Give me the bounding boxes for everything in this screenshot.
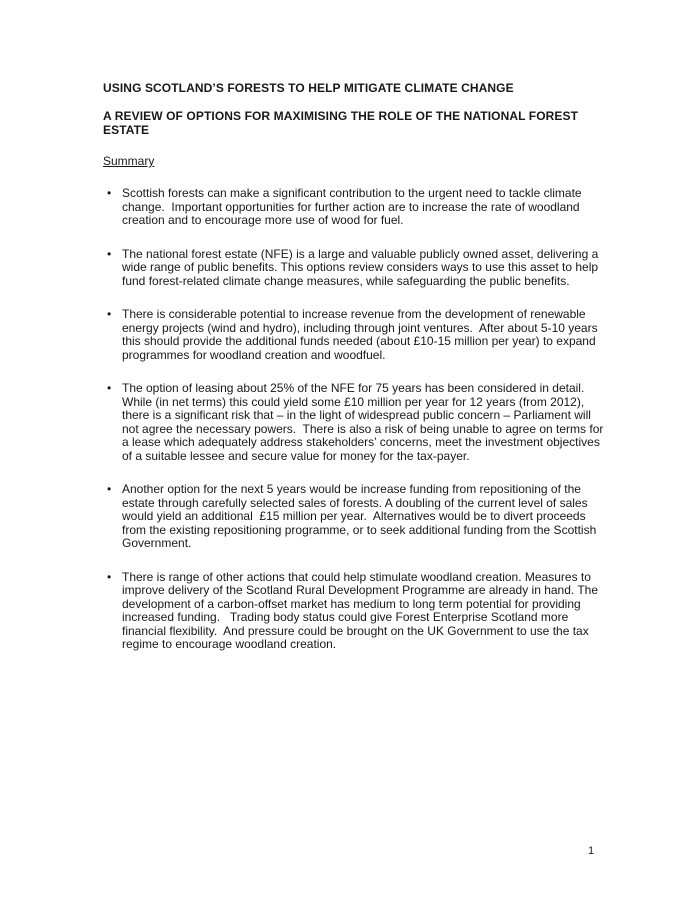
bullet-text: There is range of other actions that could help stimulate woodland creation. Measures to improve delivery of the Scotland Rural Development Programme are already in hand. The development of a carbon-offset market has medium to long term potential for providing increased funding. Trading body status could give Forest Enterprise Scotland more financial flexibility. And pressure could be brought on the UK Government to use the tax regime to encourage woodland creation. [122, 569, 602, 651]
bullet-item-3 [103, 308, 604, 362]
document-title: USING SCOTLAND’S FORESTS TO HELP MITIGATE CLIMATE CHANGE [103, 81, 514, 95]
bullet-text: The national forest estate (NFE) is a large and valuable publicly owned asset, delivering a wide range of public benefits. This options review considers ways to use this asset to help fund forest-related climate change measures, while safeguarding the public benefits. [122, 246, 602, 288]
page-number: 1 [588, 845, 595, 857]
bullet-icon: • [107, 381, 112, 395]
bullet-item-2 [103, 248, 604, 289]
document-subtitle: A REVIEW OF OPTIONS FOR MAXIMISING THE ROLE OF THE NATIONAL FOREST ESTATE [103, 109, 579, 137]
bullet-icon: • [107, 246, 112, 261]
bullet-item-6 [103, 571, 604, 652]
bullet-item-1 [103, 187, 604, 228]
bullet-text: The option of leasing about 25% of the NFE for 75 years has been considered in detail. While (in net terms) this could yield some £10 million per year for 12 years (from 2012), there is a significant risk that – in the light of widespread public concern – Parliament will not agree the necessary powers. There is also a risk of being unable to agree on terms for a lease which adequately address stakeholders’ concerns, meet the investment objectives of a suitable lessee and secure value for money for the tax-payer. [122, 381, 607, 463]
document-content [103, 81, 607, 672]
section-heading-summary: Summary [103, 154, 155, 168]
bullet-icon: • [107, 569, 112, 584]
bullet-icon: • [107, 482, 112, 496]
bullet-icon: • [107, 307, 112, 321]
bullet-text: Scottish forests can make a significant contribution to the urgent need to tackle climate change. Important opportunities for further action are to increase the rate of woodland creation and to encourage more use of wood for fuel. [122, 186, 585, 227]
bullet-text: Another option for the next 5 years would be increase funding from repositioning of the estate through carefully selected sales of forests. A doubling of the current level of sales would yield an additional £15 million per year. Alternatives would be to divert proceeds from the existing repositioning programme, or to seek additional funding from the Scottish Government. [122, 482, 600, 550]
bullet-icon: • [107, 186, 112, 200]
bullet-item-5 [103, 483, 604, 551]
bullet-text: There is considerable potential to increase revenue from the development of renewable energy projects (wind and hydro), including through joint ventures. After about 5-10 years this should provide the additional funds needed (about £10-15 million per year) to expand programmes for woodland creation and woodfuel. [122, 307, 601, 362]
summary-bullet-list [103, 186, 607, 652]
bullet-item-4 [103, 381, 607, 463]
